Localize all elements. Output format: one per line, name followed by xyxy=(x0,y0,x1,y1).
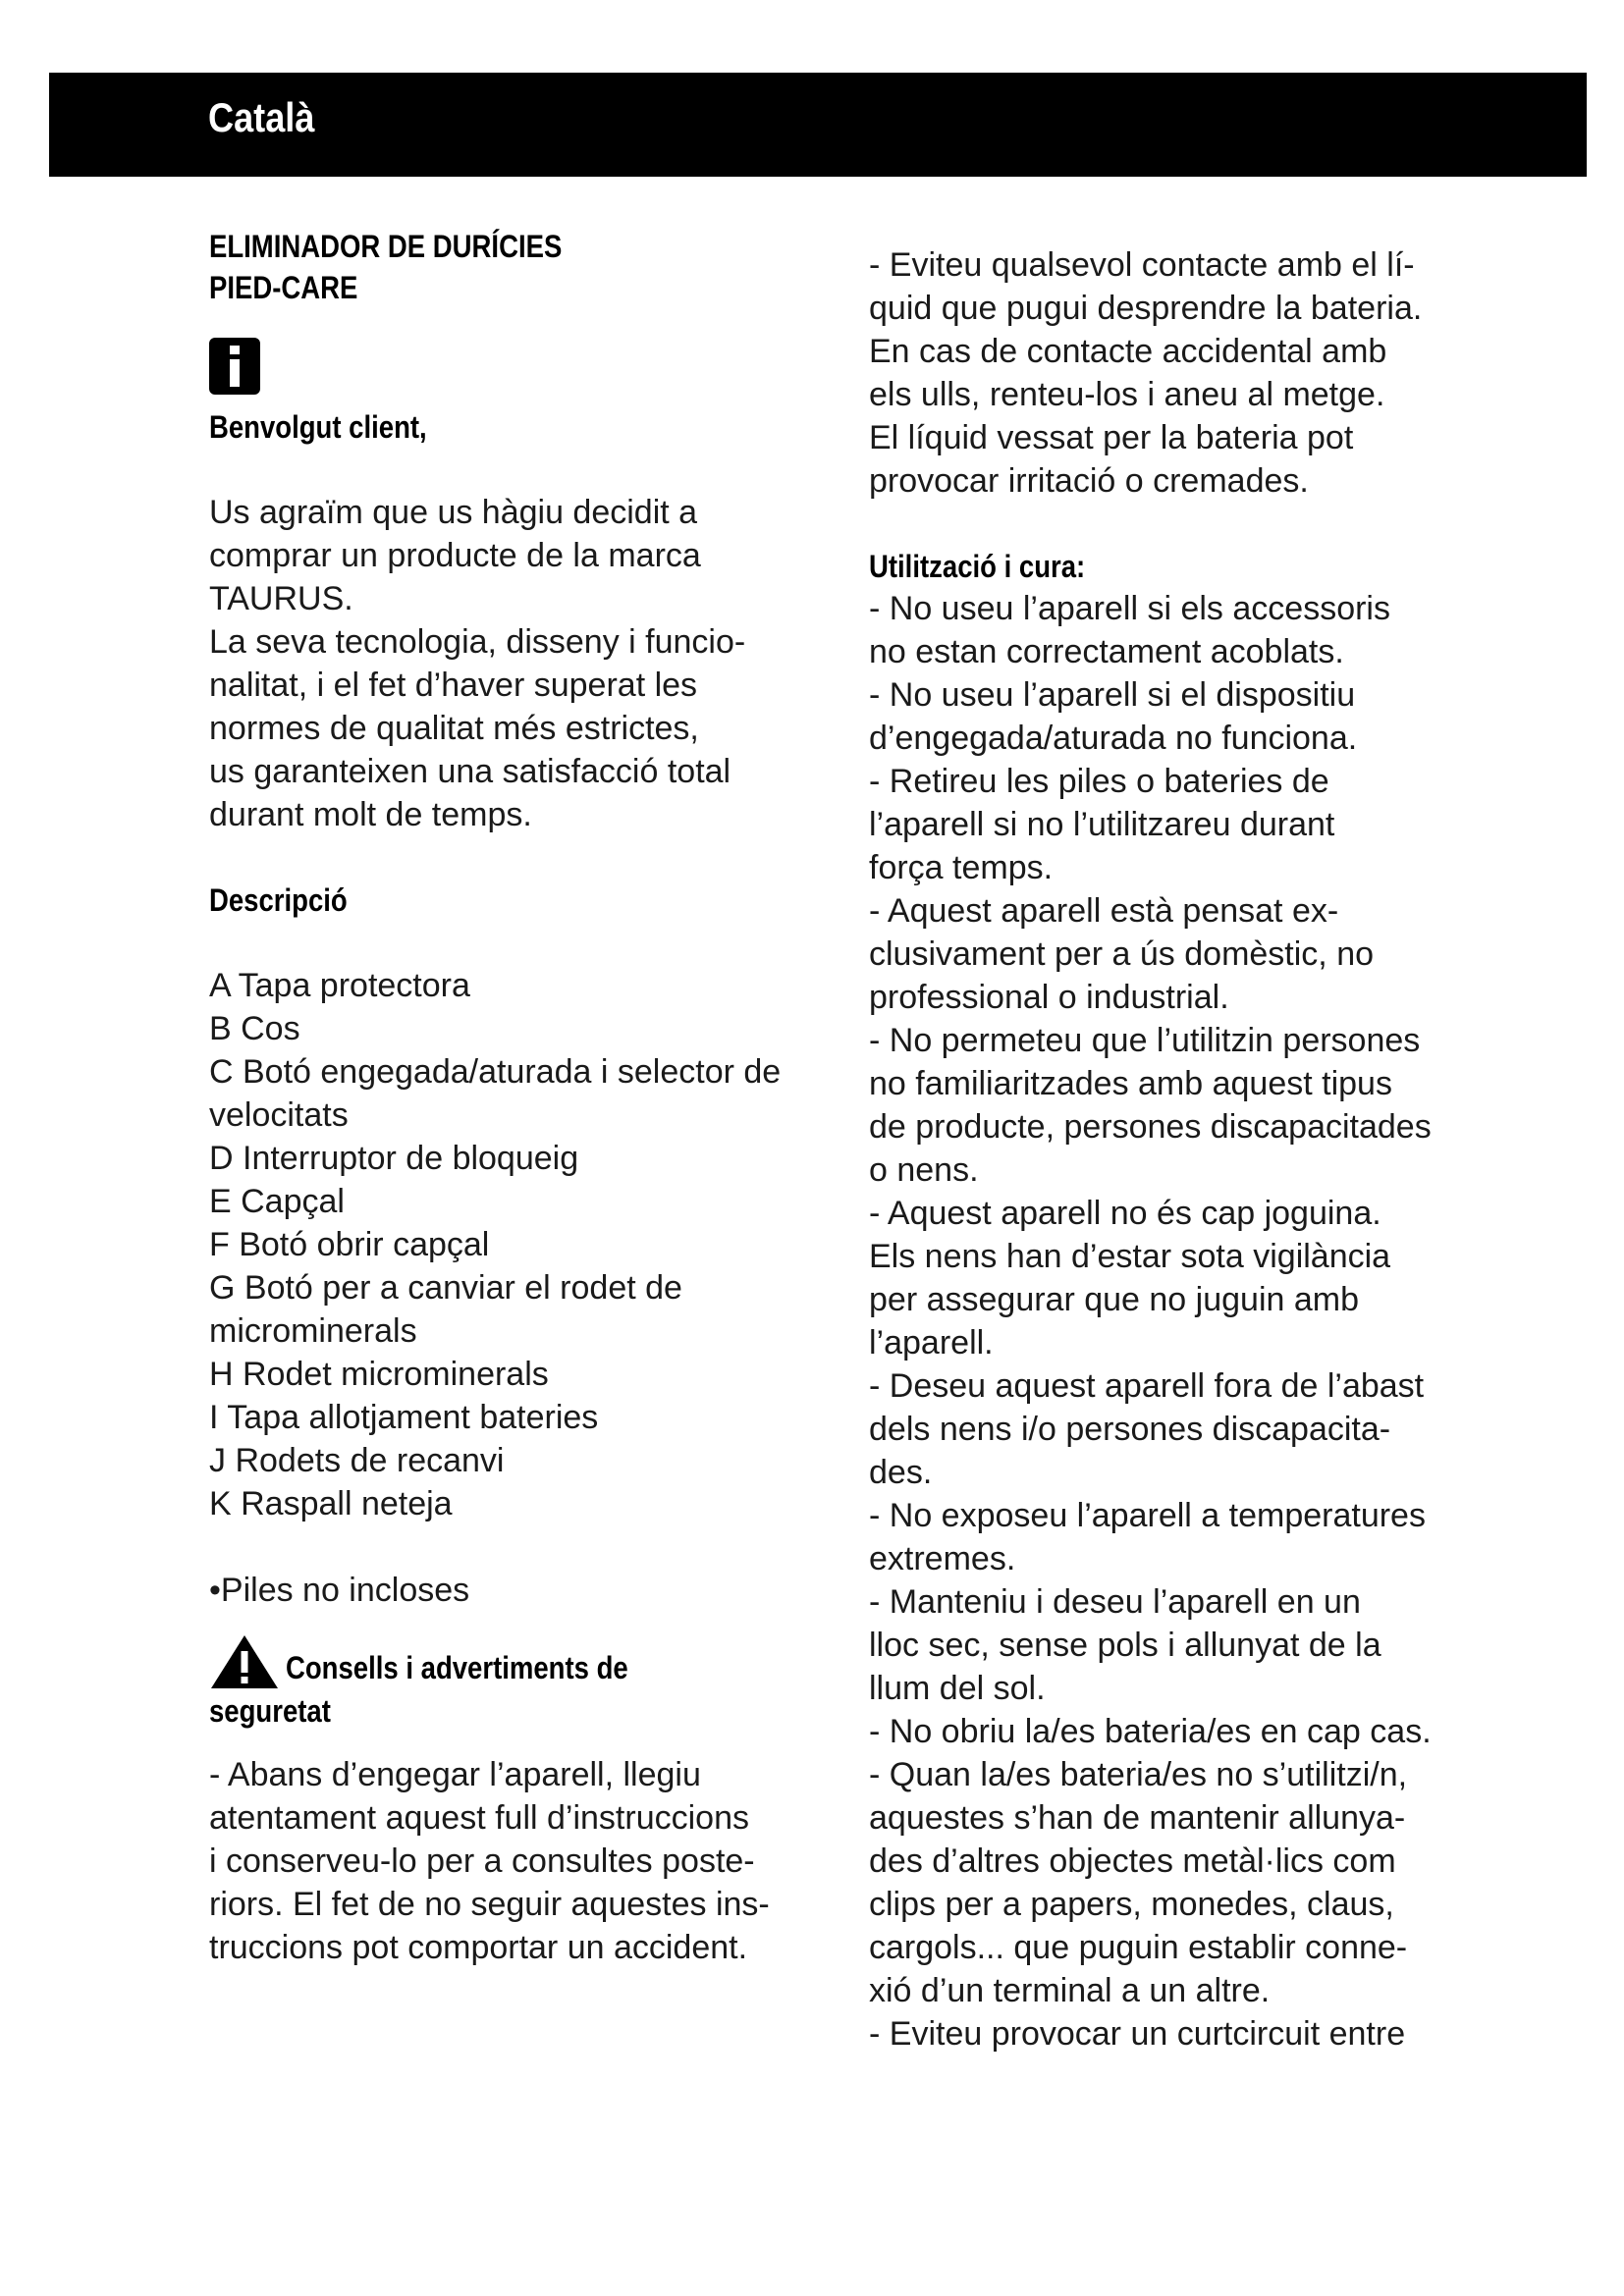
use-and-care-list xyxy=(869,587,1468,2056)
language-title: Català xyxy=(208,94,315,140)
use-line: per assegurar que no juguin amb xyxy=(869,1281,1359,1318)
use-line: - Aquest aparell està pensat ex- xyxy=(869,892,1339,930)
use-line: extremes. xyxy=(869,1540,1016,1577)
list-item: K Raspall neteja xyxy=(209,1485,453,1522)
use-line: clusivament per a ús domèstic, no xyxy=(869,935,1375,973)
list-item: microminerals xyxy=(209,1312,417,1350)
left-column xyxy=(209,226,808,1969)
intro-line: us garanteixen una satisfacció total xyxy=(209,753,731,790)
use-line: - No useu l’aparell si el dispositiu xyxy=(869,676,1356,714)
warning-line: provocar irritació o cremades. xyxy=(869,462,1309,500)
list-item: H Rodet microminerals xyxy=(209,1356,549,1393)
use-line: - Manteniu i deseu l’aparell en un xyxy=(869,1583,1361,1621)
warning-line: - Eviteu qualsevol contacte amb el lí- xyxy=(869,246,1415,284)
safety-heading-row xyxy=(209,1633,808,1690)
battery-warning-paragraph xyxy=(869,243,1468,503)
safety-line: truccions pot comportar un accident. xyxy=(209,1929,748,1966)
intro-paragraph xyxy=(209,491,808,836)
use-line: no estan correctament acoblats. xyxy=(869,633,1344,670)
use-line: - No obriu la/es bateria/es en cap cas. xyxy=(869,1713,1432,1750)
use-line: clips per a papers, monedes, claus, xyxy=(869,1886,1394,1923)
intro-line: durant molt de temps. xyxy=(209,796,532,833)
use-line: cargols... que puguin establir conne- xyxy=(869,1929,1408,1966)
use-line: aquestes s’han de mantenir allunya- xyxy=(869,1799,1406,1837)
use-line: des d’altres objectes metàl·lics com xyxy=(869,1842,1396,1880)
use-line: - Aquest aparell no és cap joguina. xyxy=(869,1195,1381,1232)
safety-heading-line-1: Consells i advertiments de xyxy=(286,1650,628,1685)
use-line: d’engegada/aturada no funciona. xyxy=(869,720,1358,757)
use-line: des. xyxy=(869,1454,933,1491)
greeting: Benvolgut client, xyxy=(209,409,427,445)
list-item: G Botó per a canviar el rodet de xyxy=(209,1269,682,1307)
description-heading: Descripció xyxy=(209,882,348,918)
use-line: Els nens han d’estar sota vigilància xyxy=(869,1238,1391,1275)
right-column xyxy=(869,243,1468,2056)
use-line: - Eviteu provocar un curtcircuit entre xyxy=(869,2015,1406,2053)
product-title-line-2: PIED-CARE xyxy=(209,270,358,305)
intro-line: comprar un producte de la marca xyxy=(209,537,701,574)
use-line: l’aparell. xyxy=(869,1324,994,1362)
intro-line: TAURUS. xyxy=(209,580,353,617)
use-line: professional o industrial. xyxy=(869,979,1229,1016)
safety-line: i conserveu-lo per a consultes poste- xyxy=(209,1842,755,1880)
list-item: I Tapa allotjament bateries xyxy=(209,1399,599,1436)
list-item: E Capçal xyxy=(209,1183,345,1220)
language-header-bar xyxy=(49,73,1587,177)
info-icon xyxy=(209,338,260,395)
use-line: xió d’un terminal a un altre. xyxy=(869,1972,1271,2009)
safety-heading-line-2: seguretat xyxy=(209,1693,331,1729)
parts-list xyxy=(209,964,808,1525)
batteries-note: •Piles no incloses xyxy=(209,1572,470,1609)
use-line: - Deseu aquest aparell fora de l’abast xyxy=(869,1367,1425,1405)
list-item: B Cos xyxy=(209,1010,300,1047)
use-line: força temps. xyxy=(869,849,1054,886)
use-line: dels nens i/o persones discapacita- xyxy=(869,1411,1391,1448)
use-line: l’aparell si no l’utilitzareu durant xyxy=(869,806,1335,843)
intro-line: nalitat, i el fet d’haver superat les xyxy=(209,667,698,704)
list-item: A Tapa protectora xyxy=(209,967,470,1004)
intro-line: Us agraïm que us hàgiu decidit a xyxy=(209,494,698,531)
list-item: J Rodets de recanvi xyxy=(209,1442,505,1479)
list-item: velocitats xyxy=(209,1096,349,1134)
use-line: o nens. xyxy=(869,1151,979,1189)
use-line: - No permeteu que l’utilitzin persones xyxy=(869,1022,1421,1059)
use-line: - Quan la/es bateria/es no s’utilitzi/n, xyxy=(869,1756,1408,1793)
safety-line: atentament aquest full d’instruccions xyxy=(209,1799,749,1837)
safety-line: riors. El fet de no seguir aquestes ins- xyxy=(209,1886,770,1923)
use-line: - No exposeu l’aparell a temperatures xyxy=(869,1497,1426,1534)
list-item: C Botó engegada/aturada i selector de xyxy=(209,1053,782,1091)
safety-line: - Abans d’engegar l’aparell, llegiu xyxy=(209,1756,701,1793)
warning-line: En cas de contacte accidental amb xyxy=(869,333,1387,370)
use-line: - No useu l’aparell si els accessoris xyxy=(869,590,1390,627)
safety-paragraph xyxy=(209,1753,808,1969)
use-line: no familiaritzades amb aquest tipus xyxy=(869,1065,1392,1102)
use-line: - Retireu les piles o bateries de xyxy=(869,763,1329,800)
use-line: de producte, persones discapacitades xyxy=(869,1108,1432,1146)
intro-line: normes de qualitat més estrictes, xyxy=(209,710,699,747)
warning-line: quid que pugui desprendre la bateria. xyxy=(869,290,1423,327)
use-and-care-heading: Utilització i cura: xyxy=(869,549,1086,584)
intro-line: La seva tecnologia, disseny i funcio- xyxy=(209,623,746,661)
product-title-line-1: ELIMINADOR DE DURÍCIES xyxy=(209,229,563,264)
warning-line: El líquid vessat per la bateria pot xyxy=(869,419,1354,456)
warning-icon xyxy=(209,1633,280,1690)
list-item: D Interruptor de bloqueig xyxy=(209,1140,579,1177)
list-item: F Botó obrir capçal xyxy=(209,1226,490,1263)
use-line: lloc sec, sense pols i allunyat de la xyxy=(869,1627,1381,1664)
warning-line: els ulls, renteu-los i aneu al metge. xyxy=(869,376,1385,413)
use-line: llum del sol. xyxy=(869,1670,1046,1707)
